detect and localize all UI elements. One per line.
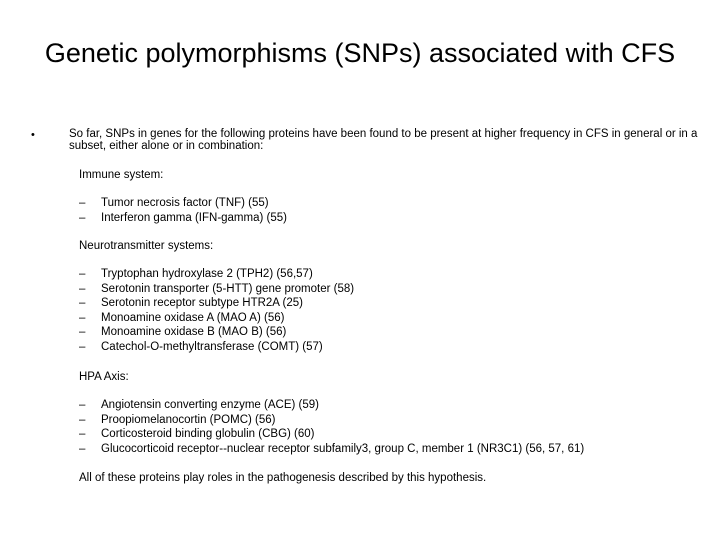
- list-item: [79, 413, 584, 428]
- dash-marker: –: [79, 442, 86, 455]
- list-item-text: Interferon gamma (IFN-gamma) (55): [101, 211, 287, 224]
- slide-title: Genetic polymorphisms (SNPs) associated with CFS: [44, 38, 676, 68]
- list-item-text: Tumor necrosis factor (TNF) (55): [101, 197, 269, 209]
- list-item: [79, 311, 354, 326]
- list-item: [79, 325, 354, 340]
- list-item: [79, 282, 354, 297]
- list-item: [79, 398, 584, 413]
- neurotransmitter-list: [79, 267, 354, 354]
- conclusion-text: All of these proteins play roles in the pathogenesis described by this hypothesis.: [79, 472, 487, 484]
- list-item: [79, 442, 584, 457]
- list-item-text: Corticosteroid binding globulin (CBG) (60): [101, 428, 315, 440]
- dash-marker: –: [79, 311, 86, 324]
- list-item-text: Serotonin receptor subtype HTR2A (25): [101, 297, 303, 309]
- dash-marker: –: [79, 268, 86, 280]
- list-item: [79, 340, 354, 355]
- list-item: [79, 296, 354, 311]
- bullet-marker: •: [31, 129, 35, 141]
- intro-text: So far, SNPs in genes for the following proteins have been found to be present at higher frequency in CFS in general or in a subset, either alone or in combination:: [69, 128, 698, 152]
- list-item: [79, 267, 354, 282]
- list-item-text: Catechol-O-methyltransferase (COMT) (57): [101, 340, 323, 353]
- neurotransmitter-heading: Neurotransmitter systems:: [79, 240, 214, 252]
- hpa-axis-heading: HPA Axis:: [79, 371, 129, 383]
- list-item-text: Glucocorticoid receptor--nuclear receptor subfamily3, group C, member 1 (NR3C1) (56, 57, 61): [101, 442, 585, 455]
- list-item-text: Serotonin transporter (5-HTT) gene promoter (58): [101, 282, 355, 295]
- list-item: [79, 427, 584, 442]
- dash-marker: –: [79, 428, 86, 440]
- dash-marker: –: [79, 197, 86, 209]
- dash-marker: –: [79, 413, 86, 426]
- dash-marker: –: [79, 211, 86, 224]
- list-item-text: Monoamine oxidase A (MAO A) (56): [101, 311, 285, 324]
- list-item: [79, 211, 287, 226]
- immune-system-list: [79, 196, 287, 225]
- hpa-axis-list: [79, 398, 584, 456]
- dash-marker: –: [79, 340, 86, 353]
- list-item-text: Tryptophan hydroxylase 2 (TPH2) (56,57): [101, 268, 313, 280]
- dash-marker: –: [79, 399, 86, 411]
- dash-marker: –: [79, 326, 86, 338]
- dash-marker: –: [79, 282, 86, 295]
- list-item-text: Proopiomelanocortin (POMC) (56): [101, 413, 276, 426]
- list-item-text: Monoamine oxidase B (MAO B) (56): [101, 326, 287, 338]
- list-item-text: Angiotensin converting enzyme (ACE) (59): [101, 399, 319, 411]
- list-item: [79, 196, 287, 211]
- dash-marker: –: [79, 297, 86, 309]
- immune-system-heading: Immune system:: [79, 169, 164, 181]
